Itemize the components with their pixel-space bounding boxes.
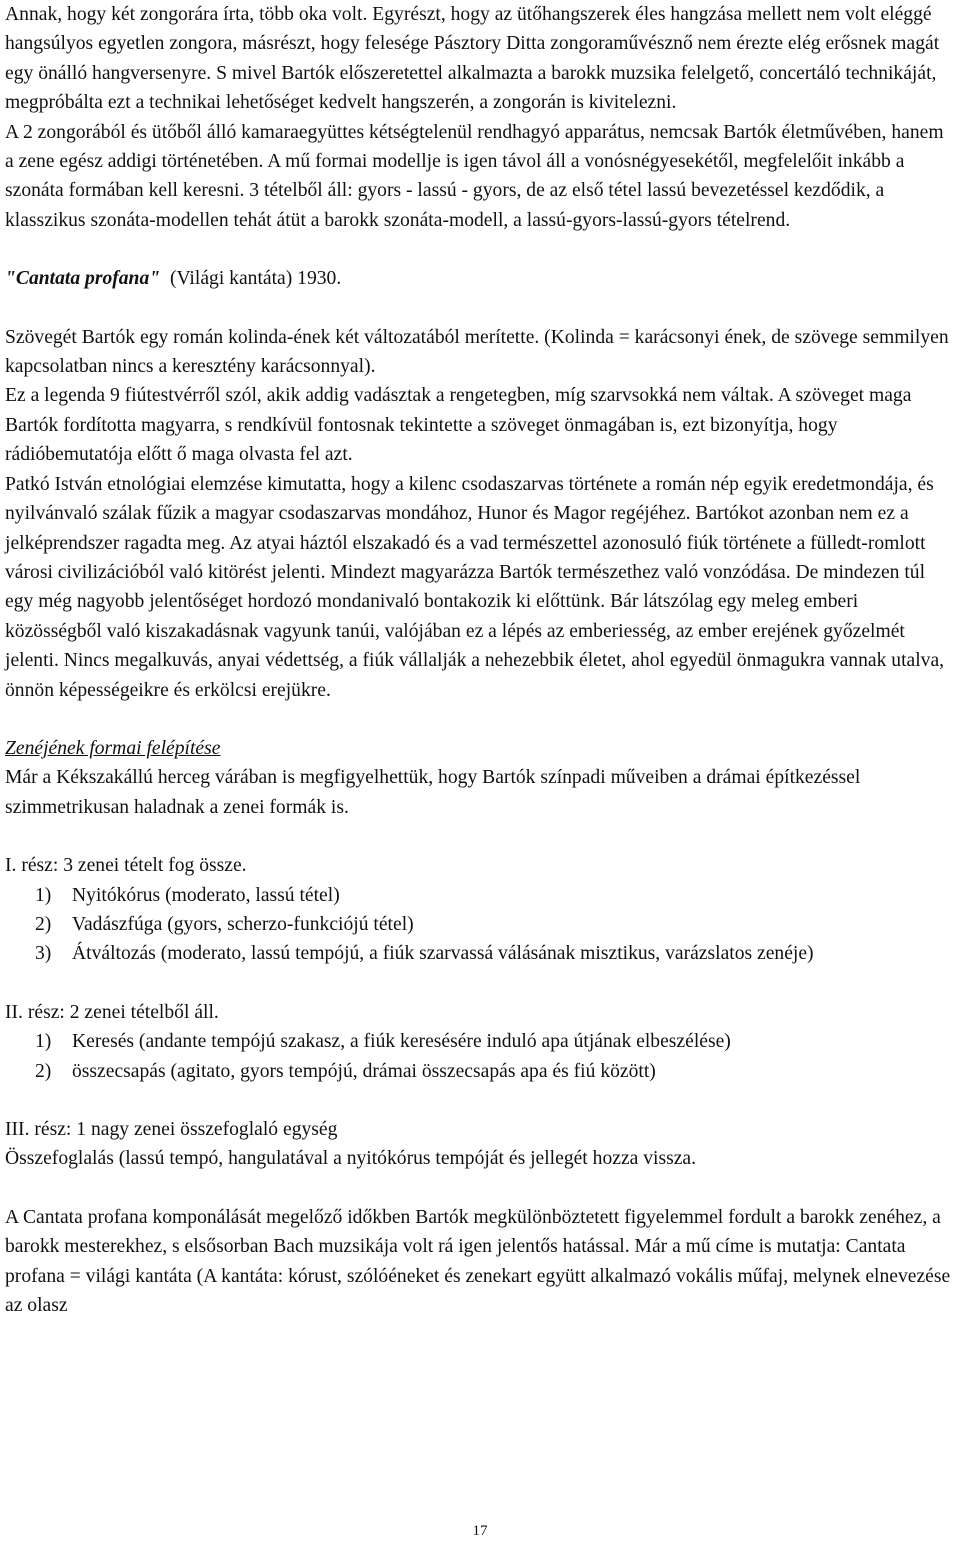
intro-paragraph-2: A 2 zongorából és ütőből álló kamaraegyüttes kétségtelenül rendhagyó apparátus, nemcsak Bartók életművében, hanem a zene egész addigi történetében. A mű formai modellje is igen távol áll a vonósnégyesekétől, megfelelőit inkább a szonáta formában kell keresni. 3 tételből áll: gyors - lassú - gyors, de az első tétel lassú bevezetéssel kezdődik, a klasszikus szonáta-modellen tehát átüt a barokk szonáta-modell, a lassú-gyors-lassú-gyors tételrend. [5, 121, 944, 231]
list-text: összecsapás (agitato, gyors tempójú, drámai összecsapás apa és fiú között) [72, 1060, 656, 1082]
list-number: 1) [35, 884, 52, 906]
cantata-title: "Cantata profana" [5, 268, 161, 290]
closing-paragraph: A Cantata profana komponálását megelőző időkben Bartók megkülönböztetett figyelemmel fordult a barokk zenéhez, a barokk mesterekhez, s elsősorban Bach muzsikája volt rá igen jelentős hatással. Már a mű címe is mutatja: Cantata profana = világi kantáta (A kantáta: kórust, szólóéneket és zenekart együtt alkalmazó vokális műfaj, melynek elnevezése az olasz [5, 1206, 951, 1317]
form-heading: Zenéjének formai felépítése [5, 737, 221, 759]
list-text: Vadászfúga (gyors, scherzo-funkciójú tétel) [72, 913, 414, 935]
part3-title: III. rész: 1 nagy zenei összefoglaló egység [5, 1119, 338, 1140]
list-number: 2) [35, 913, 52, 935]
intro-paragraph-1: Annak, hogy két zongorára írta, több oka volt. Egyrészt, hogy az ütőhangszerek éles hangzása mellett nem volt eléggé hangsúlyos egyetlen zongora, másrészt, hogy felesége Pásztory Ditta zongoraművésznő nem érezte elég erősnek magát egy önálló hangversenyre. S mivel Bartók előszeretettel alkalmazta a barokk muzsika felelgető, concertáló technikáját, megpróbálta ezt a technikai lehetőséget kedvelt hangszerén, a zongorán is kivitelezni. [5, 4, 940, 114]
list-number: 2) [35, 1060, 52, 1082]
cantata-paragraph-3: Patkó István etnológiai elemzése kimutatta, hogy a kilenc csodaszarvas története a román nép egyik eredetmondája, és nyilvánvaló szálak fűzik a magyar csodaszarvas mondához, Hunor és Magor regéjéhez. Bartókot azonban nem ez a jelképrendszer ragadta meg. Az atyai háztól elszakadó és a vad természettel azonosuló fiúk története a fülledt-romlott városi civilizációból való kitörést jelenti. Mindezt magyarázza Bartók természethez való vonzódása. De mindezen túl egy még nagyobb jelentőséget hordozó mondanivaló bontakozik ki előttünk. Bár látszólag egy meleg emberi közösségből való kiszakadásnak vagyunk tanúi, valójában ez a lépés az emberiesség, az ember erejének győzelmét jelenti. Nincs megalkuvás, anyai védettség, a fiúk vállalják a nehezebbik életet, ahol egyedül önmagukra vannak utalva, önnön képességeikre és erkölcsi erejükre. [5, 473, 945, 701]
part1-list [5, 881, 955, 969]
cantata-paragraph-1: Szövegét Bartók egy román kolinda-ének két változatából merítette. (Kolinda = karácsonyi ének, de szövege semmilyen kapcsolatban nincs a keresztény karácsonnyal). [5, 326, 949, 378]
list-number: 1) [35, 1031, 52, 1053]
list-item [5, 939, 955, 968]
list-text: Keresés (andante tempójú szakasz, a fiúk keresésére induló apa útjának elbeszélése) [72, 1031, 731, 1053]
part2-list [5, 1027, 955, 1086]
list-item [5, 1027, 955, 1056]
page-number: 17 [472, 1523, 488, 1539]
part1-title: I. rész: 3 zenei tételt fog össze. [5, 855, 247, 877]
list-item [5, 1057, 955, 1086]
list-text: Nyitókórus (moderato, lassú tétel) [72, 884, 340, 906]
part3-text: Összefoglalás (lassú tempó, hangulatával a nyitókórus tempóját és jellegét hozza vissza. [5, 1148, 697, 1170]
list-text: Átváltozás (moderato, lassú tempójú, a fiúk szarvassá válásának misztikus, varázslatos zenéje) [72, 943, 814, 965]
list-number: 3) [35, 943, 52, 965]
cantata-heading [5, 264, 955, 293]
document-page [5, 0, 955, 1320]
list-item [5, 881, 955, 910]
list-item [5, 910, 955, 939]
cantata-paragraph-2: Ez a legenda 9 fiútestvérről szól, akik addig vadásztak a rengetegben, míg szarvsokká nem váltak. A szöveget maga Bartók fordította magyarra, s rendkívül fontosnak tekintette a szöveget önmagában is, ezt bizonyítja, hogy rádióbemutatója előtt ő maga olvasta fel azt. [5, 385, 912, 466]
part2-title: II. rész: 2 zenei tételből áll. [5, 1001, 219, 1023]
cantata-subtitle: (Világi kantáta) 1930. [169, 268, 342, 290]
form-paragraph-1: Már a Kékszakállú herceg várában is megfigyelhettük, hogy Bartók színpadi műveiben a drámai építkezéssel szimmetrikusan haladnak a zenei formák is. [5, 767, 861, 818]
